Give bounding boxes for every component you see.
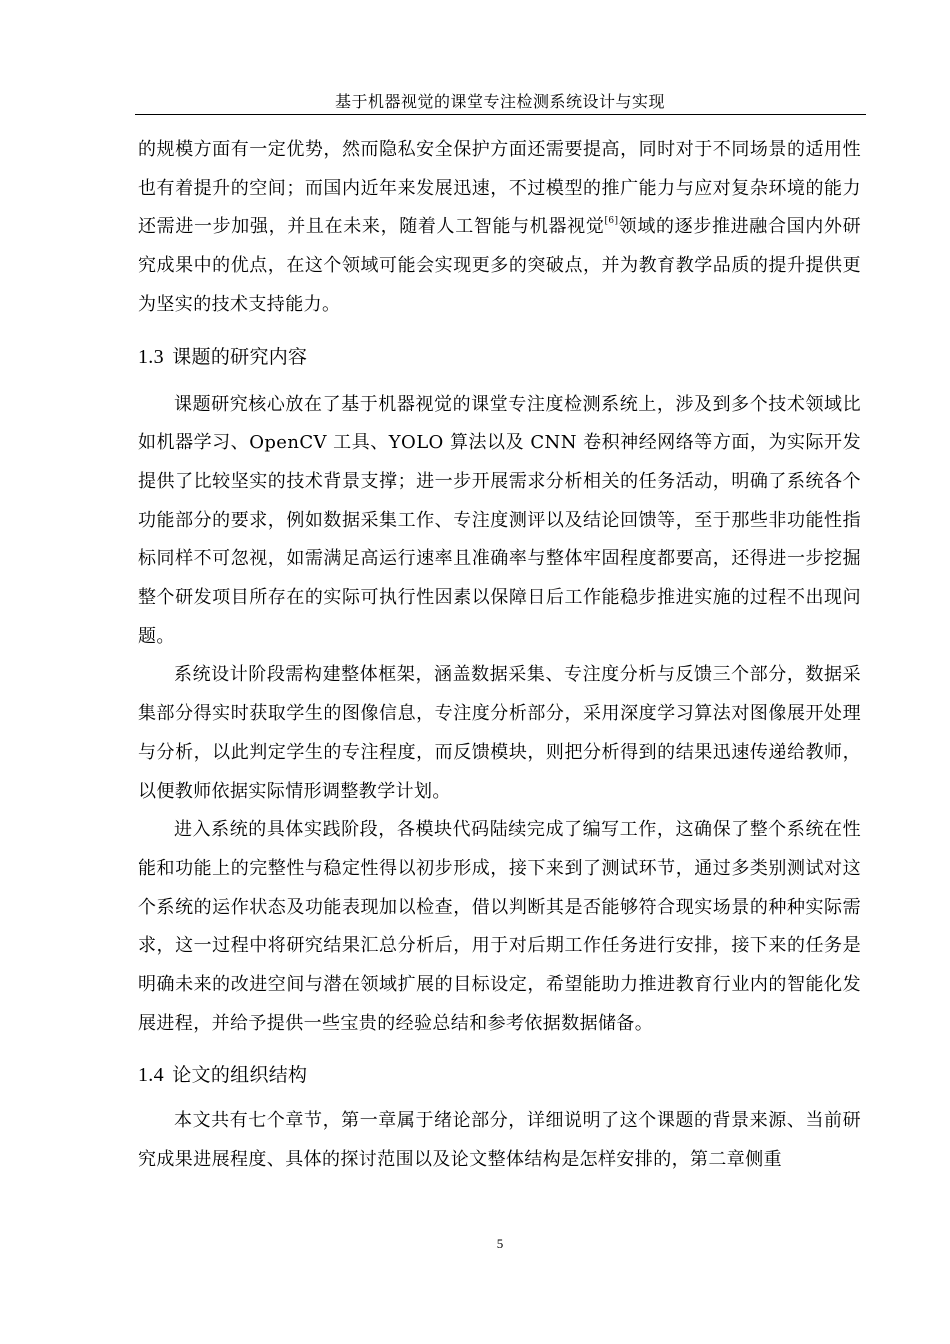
section-heading-1-4 [138,1065,861,1085]
page-number: 5 [496,1236,504,1251]
paragraph-text: 领域的逐步推进融合国内外研究成果中的优点，在这个领域可能会实现更多的突破点，并为教育教学品质的提升提供更为坚实的技术支持能力。 [138,216,862,315]
section-number: 1.3 [138,345,164,368]
section-title: 课题的研究内容 [172,345,308,368]
continued-paragraph [138,131,861,325]
paragraph: 进入系统的具体实践阶段，各模块代码陆续完成了编写工作，这确保了整个系统在性能和功能上的完整性与稳定性得以初步形成，接下来到了测试环节，通过多类别测试对这个系统的运作状态及功能表现加以检查，借以判断其是否能够符合现实场景的种种实际需求，这一过程中将研究结果汇总分析后，用于对后期工作任务进行安排，接下来的任务是明确未来的改进空间与潜在领域扩展的目标设定，希望能助力推进教育行业内的智能化发展进程，并给予提供一些宝贵的经验总结和参考依据数据储备。 [138,819,861,1034]
running-header: 基于机器视觉的课堂专注检测系统设计与实现 [334,92,665,111]
paragraph: 本文共有七个章节，第一章属于绪论部分，详细说明了这个课题的背景来源、当前研究成果进展程度、具体的探讨范围以及论文整体结构是怎样安排的，第二章侧重 [138,1110,861,1171]
citation-ref[interactable]: [6] [604,216,619,227]
paragraph: 系统设计阶段需构建整体框架，涵盖数据采集、专注度分析与反馈三个部分，数据采集部分得实时获取学生的图像信息，专注度分析部分，采用深度学习算法对图像展开处理与分析，以此判定学生的专注程度，而反馈模块，则把分析得到的结果迅速传递给教师，以便教师依据实际情形调整教学计划。 [138,664,861,802]
paragraph: 课题研究核心放在了基于机器视觉的课堂专注度检测系统上，涉及到多个技术领域比如机器学习、OpenCV 工具、YOLO 算法以及 CNN 卷积神经网络等方面，为实际开发提供了比较坚实的技术背景支撑；进一步开展需求分析相关的任务活动，明确了系统各个功能部分的要求，例如数据采集工作、专注度测评以及结论回馈等，至于那些非功能性指标同样不可忽视，如需满足高运行速率且准确率与整体牢固程度都要高，还得进一步挖掘整个研发项目所存在的实际可执行性因素以保障日后工作能稳步推进实施的过程不出现问题。 [138,393,861,647]
paragraph-text: 的规模方面有一定优势，然而隐私安全保护方面还需要提高，同时对于不同场景的适用性也有着提升的空间；而国内近年来发展迅速，不过模型的推广能力与应对复杂环境的能力还需进一步加强，并且在未来，随着人工智能与机器视觉 [138,139,861,238]
section-number: 1.4 [138,1064,164,1087]
section-title: 论文的组织结构 [172,1064,308,1087]
section-heading-1-3 [138,347,861,367]
body-text [138,131,861,1180]
header-rule [135,114,866,115]
